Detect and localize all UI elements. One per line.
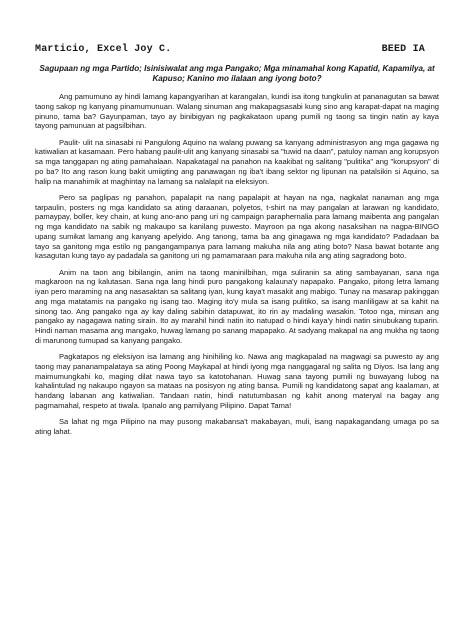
paragraph-6: Sa lahat ng mga Pilipino na may pusong makabansa't makabayan, muli, isang napakagandang umaga po sa ating lahat.: [35, 417, 439, 436]
course-label: BEED IA: [381, 44, 425, 55]
author-name: Marticio, Excel Joy C.: [35, 44, 172, 55]
paragraph-5: Pagkatapos ng eleksiyon isa lamang ang hinihiling ko. Nawa ang magkapalad na magwagi sa puwesto ay ang taong may pananampalataya sa ating Poong Maykapal at hindi iyong mga nanggagaral ng salita ng Diyos. Isa lang ang maimumungkahi ko, maging dilat nawa tayo sa katotohanan. Huwag sana tayong pumili ng buwayang lubog na kahalintulad ng nakaupo ngayon sa mataas na posisyon ng ating bansa. Pumili ng kandidatong sapat ang kaalaman, at handang labanan ang katiwalian. Tandaan natin, hindi natutumbasan ng kahit anong materyal na bagay ang pagmamahal, respeto at tiwala. Ipanalo ang pamilyang Pilipino. Dapat Tama!: [35, 352, 439, 410]
document-title: Sagupaan ng mga Partido; Isinisiwalat ang mga Pangako; Mga minamahal kong Kapatid, Kapamilya, at Kapuso; Kanino mo ilalaan ang iyong boto?: [39, 64, 435, 83]
document-header: [35, 44, 439, 55]
paragraph-3: Pero sa paglipas ng panahon, papalapit na nang papalapit at hayan na nga, nagkalat nanaman ang mga tarpaulin, posters ng mga kandidato sa ating daraanan, polyetos, t-shirt na may pangalan at larawan ng kandidato, pamaypay, boller, key chain, at kung ano-ano pang uri ng campaign paraphernalia para lamang maibenta ang pangalan ng mga kandidato na sabik ng makaupo sa kanilang puwesto. Mayroon pa nga akong nasaksihan na nagpa-BINGO upang sumikat lamang ang kanyang apelyido. Ang tanong, tama ba ang ginagawa ng mga kandidato? Padadaan ba tayo sa ganitong mga estilo ng pangangampanya para lamang makuha nila ang ating boto? Nasa bawat botante ang kasagutan kung tayo ay padadala sa ganitong uri ng pamamaraan para makuha nila ang ating sagradong boto.: [35, 192, 439, 261]
paragraph-2: Paulit- ulit na sinasabi ni Pangulong Aquino na walang puwang sa kanyang administrasyon ang mga gagawa ng katiwalian at kasamaan. Pero habang paulit-ulit ang kanyang sinasabi sa "tuwid na daan", patuloy naman ang korupsyon sa mga tanggapan ng ating pamahalaan. Napakatagal na panahon na kaakibat ng salitang "pulitika" ang "korupsyon" di po ba? Ito ang rason kung bakit umiigting ang panawagan ng iba't ibang sektor ng lipunan na patalsikin si Aquino, sa halip na manahimik at maghintay na lamang sa nalalapit na eleksiyon.: [35, 137, 439, 186]
paragraph-4: Anim na taon ang bibilangin, anim na taong maninilbihan, mga suliranin sa ating sambayanan, sana nga magkaroon na ng kalutasan. Sana nga lang hindi puro pangakong kalauna'y napapako. Pangako, pitong letra lamang iyan pero maraming na ang nasasaktan sa salitang iyan, kung kaya't masakit ang mabigo. Tunay na masarap pakinggan ang mga matatamis na pangako ng isang tao. Maging ito'y mula sa isang pulitiko, sa isang manliligaw at sa kahit na sinong tao. Ang pangako nga ay kay daling sabihin datapuwat, ito rin ay madaling wasakin. Totoo nga, minsan ang pangako ay nagagawa nating sirain. Ito ay marahil hindi natin ito natupad o hindi kaya'y hindi natin sinubukang tuparin. Hindi naman masama ang mangako, huwag lamang po sanang mapapako. At sadyang makapal na ang mukha ng taong di marunong tumupad sa kanyang pangako.: [35, 267, 439, 345]
paragraph-1: Ang pamumuno ay hindi lamang kapangyarihan at karangalan, kundi isa itong tungkulin at pananagutan sa bawat taong sakop ng kanyang pinamumunuan. Walang sinuman ang makapagsasabi kung sino ang karapat-dapat na maging pinuno, tama ba? Gayunpaman, tayo ay binibigyan ng pagkakataon upang pumili ng taong sa tingin natin ay kaya tayong pamunuan at pagsilbihan.: [35, 92, 439, 131]
